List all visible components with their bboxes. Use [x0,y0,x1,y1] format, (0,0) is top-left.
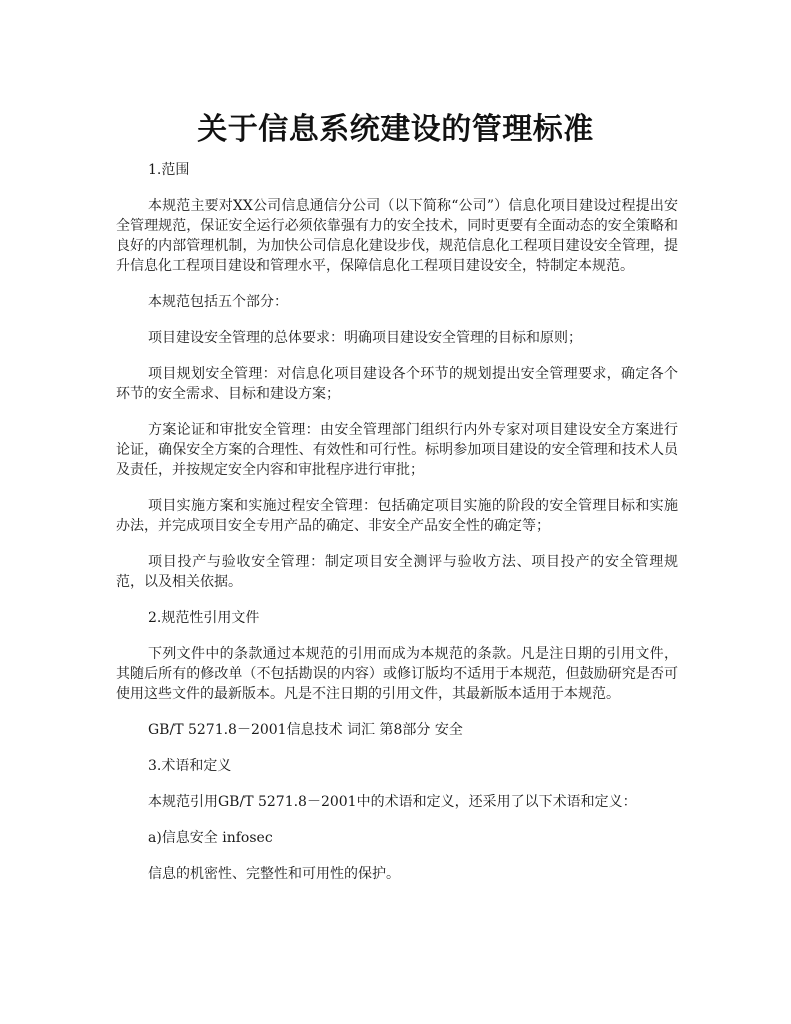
section-heading-scope: 1.范围 [148,162,190,178]
paragraph-terms-intro: 本规范引用GB/T 5271.8－2001中的术语和定义，还采用了以下术语和定义： [148,794,637,810]
reference-item: GB/T 5271.8－2001信息技术 词汇 第8部分 安全 [148,722,463,738]
paragraph-purpose: 本规范主要对XX公司信息通信分公司（以下简称“公司”）信息化项目建设过程提出安全管理规范，保证安全运行必须依靠强有力的安全技术，同时更要有全面动态的安全策略和良好的内部管理机制，为加快公司信息化建设步伐，规范信息化工程项目建设安全管理，提升信息化工程项目建设和管理水平，保障信息化工程项目建设安全，特制定本规范。 [116,198,678,274]
paragraph-part-acceptance: 项目投产与验收安全管理：制定项目安全测评与验收方法、项目投产的安全管理规范，以及相关依据。 [116,554,678,590]
section-heading-references: 2.规范性引用文件 [148,610,260,626]
term-infosec: a)信息安全 infosec [148,830,273,846]
paragraph-part-review: 方案论证和审批安全管理：由安全管理部门组织行内外专家对项目建设安全方案进行论证，确保安全方案的合理性、有效性和可行性。标明参加项目建设的安全管理和技术人员及责任，并按规定安全内容和审批程序进行审批； [116,422,678,478]
paragraph-references: 下列文件中的条款通过本规范的引用而成为本规范的条款。凡是注日期的引用文件，其随后所有的修改单（不包括勘误的内容）或修订版均不适用于本规范，但鼓励研究是否可使用这些文件的最新版本。凡是不注日期的引用文件，其最新版本适用于本规范。 [116,646,678,702]
paragraph-parts-intro: 本规范包括五个部分： [148,294,288,310]
paragraph-part-planning: 项目规划安全管理：对信息化项目建设各个环节的规划提出安全管理要求，确定各个环节的安全需求、目标和建设方案； [116,366,678,402]
section-heading-terms: 3.术语和定义 [148,758,232,774]
paragraph-part-implementation: 项目实施方案和实施过程安全管理：包括确定项目实施的阶段的安全管理目标和实施办法，并完成项目安全专用产品的确定、非安全产品安全性的确定等； [116,498,678,534]
paragraph-part-general: 项目建设安全管理的总体要求：明确项目建设安全管理的目标和原则； [148,330,582,346]
document-title: 关于信息系统建设的管理标准 [197,112,594,147]
term-infosec-definition: 信息的机密性、完整性和可用性的保护。 [148,866,400,882]
document-body [116,160,678,900]
